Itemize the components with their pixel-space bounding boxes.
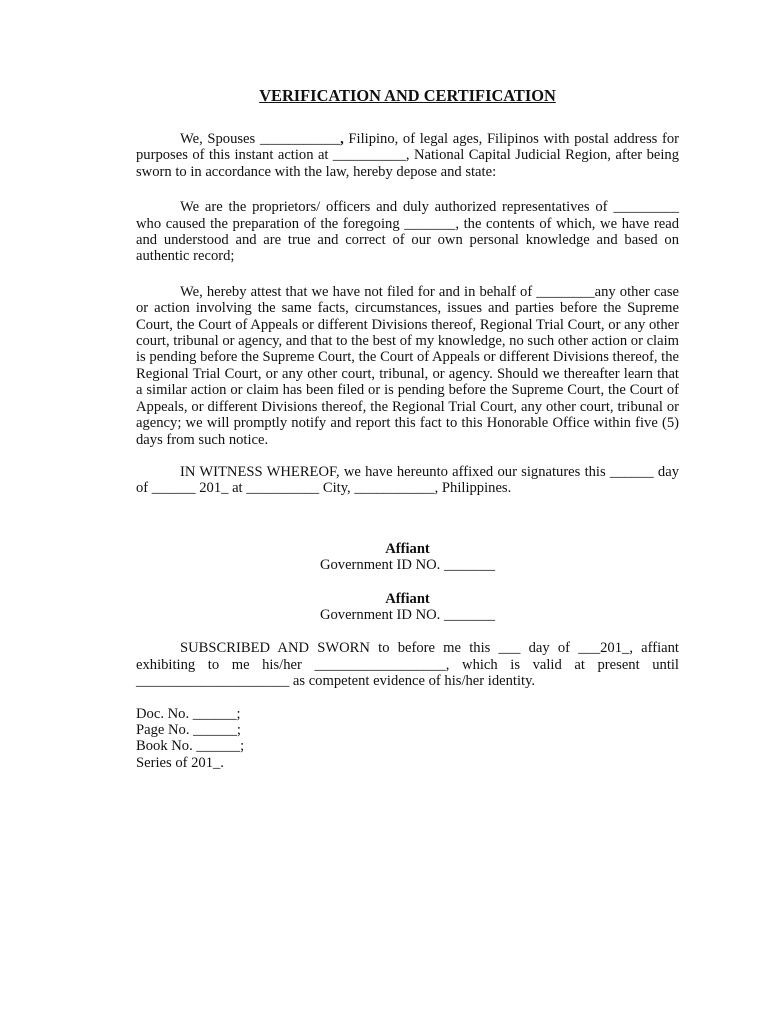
document-title: VERIFICATION AND CERTIFICATION [259,86,556,105]
page-no-line: Page No. ______; [136,721,241,738]
paragraph-spouses-rest: Filipino, of legal ages, Filipinos with postal address for purposes of this instant action at __________, National Capital Judicial Region, after being sworn to in accordance with the law, hereby depose and state: [136,131,679,180]
series-line: Series of 201_. [136,754,224,771]
paragraph-subscribed-sworn: SUBSCRIBED AND SWORN to before me this ___ day of ___201_, affiant exhibiting to me his/her __________________, which is valid at present until _____________________ as competent evidence of his/her identity. [136,640,679,690]
government-id-line: Government ID NO. _______ [319,606,496,623]
book-no-line: Book No. ______; [136,738,245,755]
document-page [136,86,679,771]
affiant-block-1 [136,541,679,574]
paragraph-witness-whereof: IN WITNESS WHEREOF, we have hereunto affixed our signatures this ______ day of ______ 201_ at __________ City, ___________, Philippines. [136,463,679,497]
paragraph-attestation: We, hereby attest that we have not filed for and in behalf of ________any other case or action involving the same facts, circumstances, issues and parties before the Supreme Court, the Court of Appeals or different Divisions thereof, Regional Trial Court, or any other court, tribunal or agency, and that to the best of my knowledge, no such other action or claim is pending before the Supreme Court, the Court of Appeals or different Divisions thereof, the Regional Trial Court, or any other court, tribunal, or agency. Should we thereafter learn that a similar action or claim has been filed or is pending before the Supreme Court, the Court of Appeals, or different Divisions thereof, the Regional Trial Court, any other court, tribunal or agency; we will promptly notify and report this fact to this Honorable Office within five (5) days from such notice. [136,283,679,448]
notary-details [136,706,679,772]
paragraph-spouses-intro [136,131,679,180]
government-id-line: Government ID NO. _______ [319,557,496,574]
paragraph-representatives: We are the proprietors/ officers and duly authorized representatives of _________ who caused the preparation of the foregoing _______, the contents of which, we have read and understood and are true and correct of our own personal knowledge and based on authentic record; [136,199,679,265]
affiant-block-2 [136,591,679,624]
paragraph-spouses-start: We, Spouses ___________ [180,131,341,147]
doc-no-line: Doc. No. ______; [136,705,241,722]
affiant-label: Affiant [385,540,430,557]
paragraph-spouses-bold-comma: , [340,131,344,147]
affiant-label: Affiant [385,590,430,607]
